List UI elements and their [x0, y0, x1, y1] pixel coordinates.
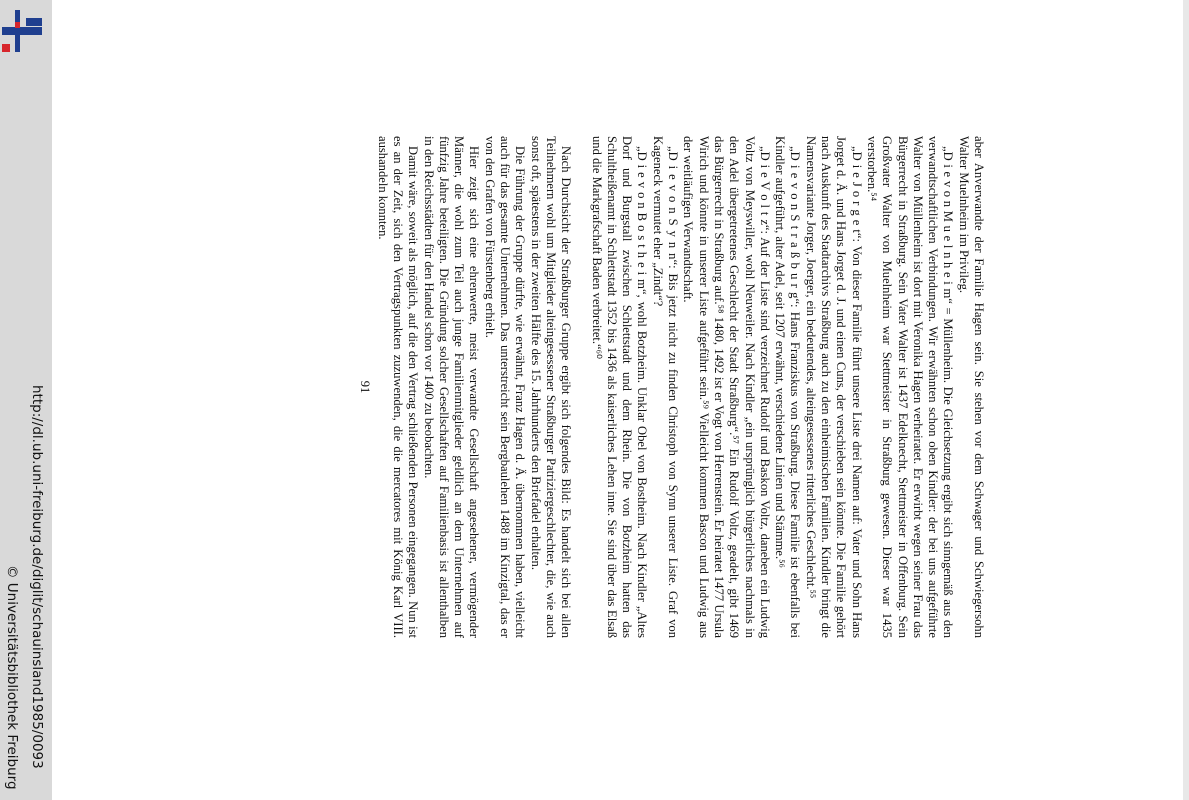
paragraph: „D i e v o n S t r a ß b u r g“: Hans Franziskus von Straßburg. Diese Familie ist ebenfalls bei Kindler aufgeführt, alter Adel, seit 1207 erwähnt, verschiedene Linien und Stämme.⁵⁶	[773, 136, 803, 638]
paragraph: Die Führung der Gruppe dürfte, wie erwähnt, Franz Hagen d. Ä. übernommen haben, vielleicht auch für das gesamte Unternehmen. Das unterstreicht sein Bergbaulehen 1488 im Kinzigtal, das er von den Grafen von Fürstenberg erhielt.	[482, 136, 528, 638]
paragraph: Damit wäre, soweit als möglich, auf die den Vertrag schließenden Personen eingegangen. Nun ist es an der Zeit, sich den Vertragspunkten zuzuwenden, die die mercatores mit König Karl VIII. aushandeln konnten.	[375, 136, 421, 638]
paragraph: „D i e V o l t z“: Auf der Liste sind verzeichnet Rudolf und Baskon Voltz, daneben ein Ludwig Voltz von Meyswiller, wohl Neuweiler. Nach Kindler „ein ursprünglich bürgerliches nachmals in den Adel übergetretenes Geschlecht der Stadt Straßburg“.⁵⁷ Ein Rudolf Voltz, geadelt, gibt 1469 das Bürgerrecht in Straßburg auf.⁵⁸ 1480, 1492 ist er Vogt von Herrenstein. Er heiratet 1477 Ursula Wirich und könnte in unserer Liste aufgeführt sein.⁵⁹ Vielleicht kommen Bascon und Ludwig aus der weitläufigen Verwandtschaft.	[681, 136, 772, 638]
rotated-document-page	[282, 136, 986, 638]
document-url[interactable]: http://dl.ub.uni-freiburg.de/diglit/schauinsland1985/0093	[29, 385, 45, 769]
right-scroll-edge	[1183, 0, 1189, 800]
paragraph: Nach Durchsicht der Straßburger Gruppe ergibt sich folgendes Bild: Es handelt sich bei allen Teilnehmern wohl um Mitglieder alteingesessener Straßburger Patriziergeschlechter, die, wie auch sonst oft, spätestens in der zweiten Hälfte des 15. Jahrhunderts den Briefadel erhalten.	[528, 136, 574, 638]
paragraph: „D i e v o n M u e l n h e i m“ = Müllenheim. Die Gleichsetzung ergibt sich sinngemäß aus den verwandtschaftlichen Verbindungen. Wir erwähnten schon oben Kindler: der bei uns aufgeführte Walter von Müllenheim ist dort mit Veronika Hagen verheiratet. Er erwirbt wegen seiner Frau das Bürgerrecht in Straßburg. Sein Vater Walter ist 1437 Edelknecht, Stettmeister in Offenburg. Sein Großvater Walter von Muelnheim war Stettmeister in Straßburg gewesen. Dieser war 1435 verstorben.⁵⁴	[864, 136, 956, 638]
copyright-notice: © Universitätsbibliothek Freiburg	[4, 565, 20, 790]
paragraph: „D i e J o r g e t“: Von dieser Familie führt unsere Liste drei Namen auf: Vater und Sohn Hans Jorget d. Ä. und Hans Jorget d. J. und einen Cuns, der verschieben sein könnte. Die Familie gehört nach Auskunft des Stadtarchivs Straßburg auch zu den einheimischen Familien. Kindler bringt die Namensvariante Jorger, Joerger, ein bedeutendes, alteingesessenes ritterliches Geschlecht.⁵⁵	[803, 136, 864, 638]
paragraph: Hier zeigt sich eine ehrenwerte, meist verwandte Gesellschaft angesehener, vermögender Männer, die wohl zum Teil auch junge Familienmitglieder geldlich an dem Unternehmen auf fünfzig Jahre beteiligten. Die Gründung solcher Gesellschaften auf Familienbasis ist allenthalben in den Reichsstädten für den Handel schon vor 1400 zu beobachten.	[421, 136, 482, 638]
viewer-sidebar	[0, 0, 52, 800]
page-number: 91	[358, 380, 373, 394]
paragraph: aber Anverwandte der Familie Hagen sein. Sie stehen vor dem Schwager und Schwiegersohn Walter Muelnheim im Privileg.	[956, 136, 986, 638]
paragraph: „D i e v o n B o s t h e i m“, wohl Botzheim. Unklar Obel von Bostheim. Nach Kindler „Altes Dorf und Burgstall zwischen Schlettstadt und dem Rhein. Die von Botzheim hatten das Schultheißenamt in Schlettstadt 1352 bis 1436 als kaiserliches Lehen inne. Sie sind über das Elsaß und die Markgrafschaft Baden verbreitet.“⁶⁰	[589, 136, 650, 638]
paragraph: „D i e v o n S y n n“: Bis jetzt nicht zu finden Christoph von Synn unserer Liste. Graf von Kageneck vermutet eher „Zindt“?	[650, 136, 681, 638]
